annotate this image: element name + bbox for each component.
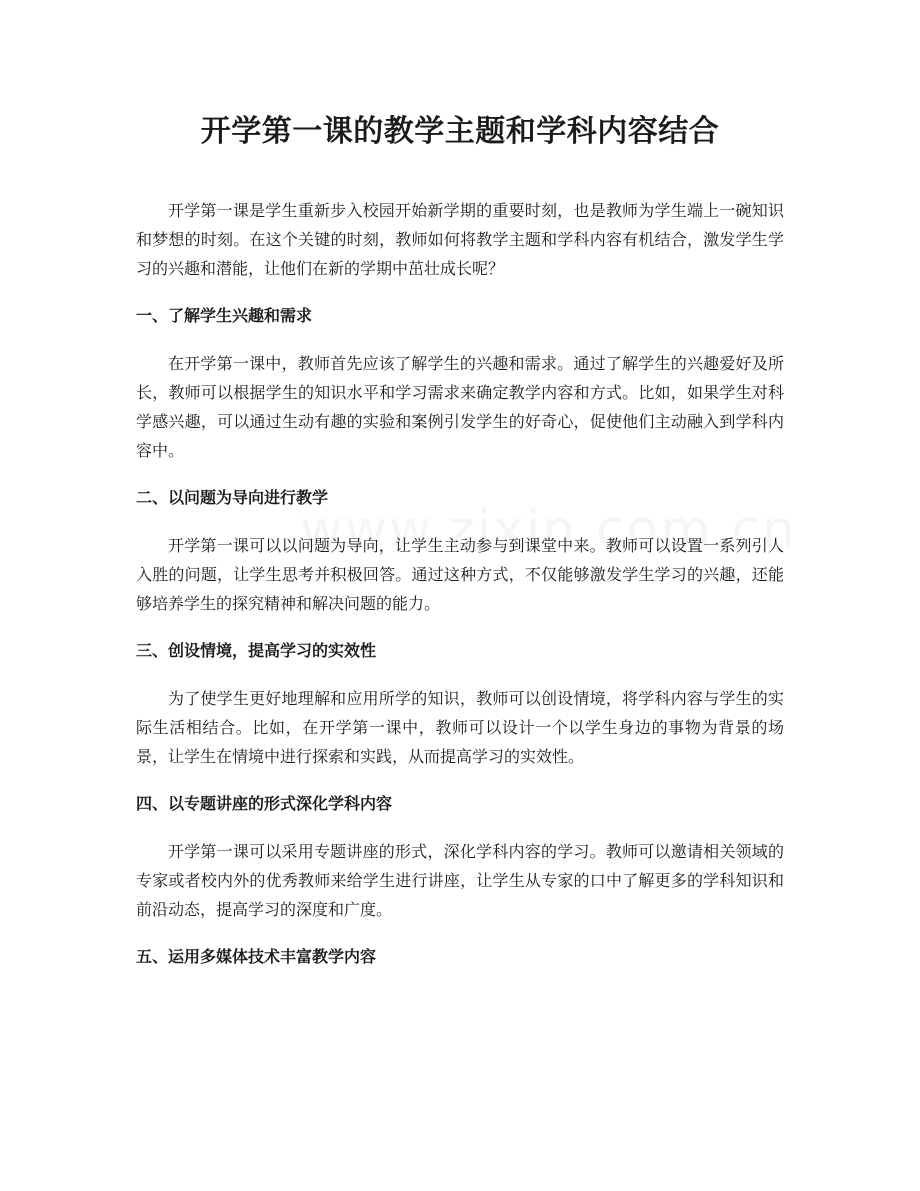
section-body-1: 在开学第一课中，教师首先应该了解学生的兴趣和需求。通过了解学生的兴趣爱好及所长，教师可以根据学生的知识水平和学习需求来确定教学内容和方式。比如，如果学生对科学感兴趣，可以通过生动有趣的实验和案例引发学生的好奇心，促使他们主动融入到学科内容中。 — [136, 354, 784, 460]
section-body-3: 为了使学生更好地理解和应用所学的知识，教师可以创设情境，将学科内容与学生的实际生活相结合。比如，在开学第一课中，教师可以设计一个以学生身边的事物为背景的场景，让学生在情境中进行探索和实践，从而提高学习的实效性。 — [136, 689, 784, 766]
section-body-2: 开学第一课可以以问题为导向，让学生主动参与到课堂中来。教师可以设置一系列引人入胜的问题，让学生思考并积极回答。通过这种方式，不仅能够激发学生学习的兴趣，还能够培养学生的探究精神和解决问题的能力。 — [136, 536, 784, 613]
document-title: 开学第一课的教学主题和学科内容结合 — [200, 114, 720, 149]
section-body-4: 开学第一课可以采用专题讲座的形式，深化学科内容的学习。教师可以邀请相关领域的专家或者校内外的优秀教师来给学生进行讲座，让学生从专家的口中了解更多的学科知识和前沿动态，提高学习的深度和广度。 — [136, 842, 784, 919]
section-heading-1: 一、了解学生兴趣和需求 — [136, 306, 313, 325]
section-heading-4: 四、以专题讲座的形式深化学科内容 — [136, 794, 393, 813]
section-heading-5: 五、运用多媒体技术丰富教学内容 — [136, 947, 377, 966]
section-heading-3: 三、创设情境，提高学习的实效性 — [136, 641, 377, 660]
section-heading-2: 二、以问题为导向进行教学 — [136, 488, 329, 507]
intro-paragraph: 开学第一课是学生重新步入校园开始新学期的重要时刻，也是教师为学生端上一碗知识和梦想的时刻。在这个关键的时刻，教师如何将教学主题和学科内容有机结合，激发学生学习的兴趣和潜能，让他们在新的学期中茁壮成长呢？ — [136, 201, 784, 278]
